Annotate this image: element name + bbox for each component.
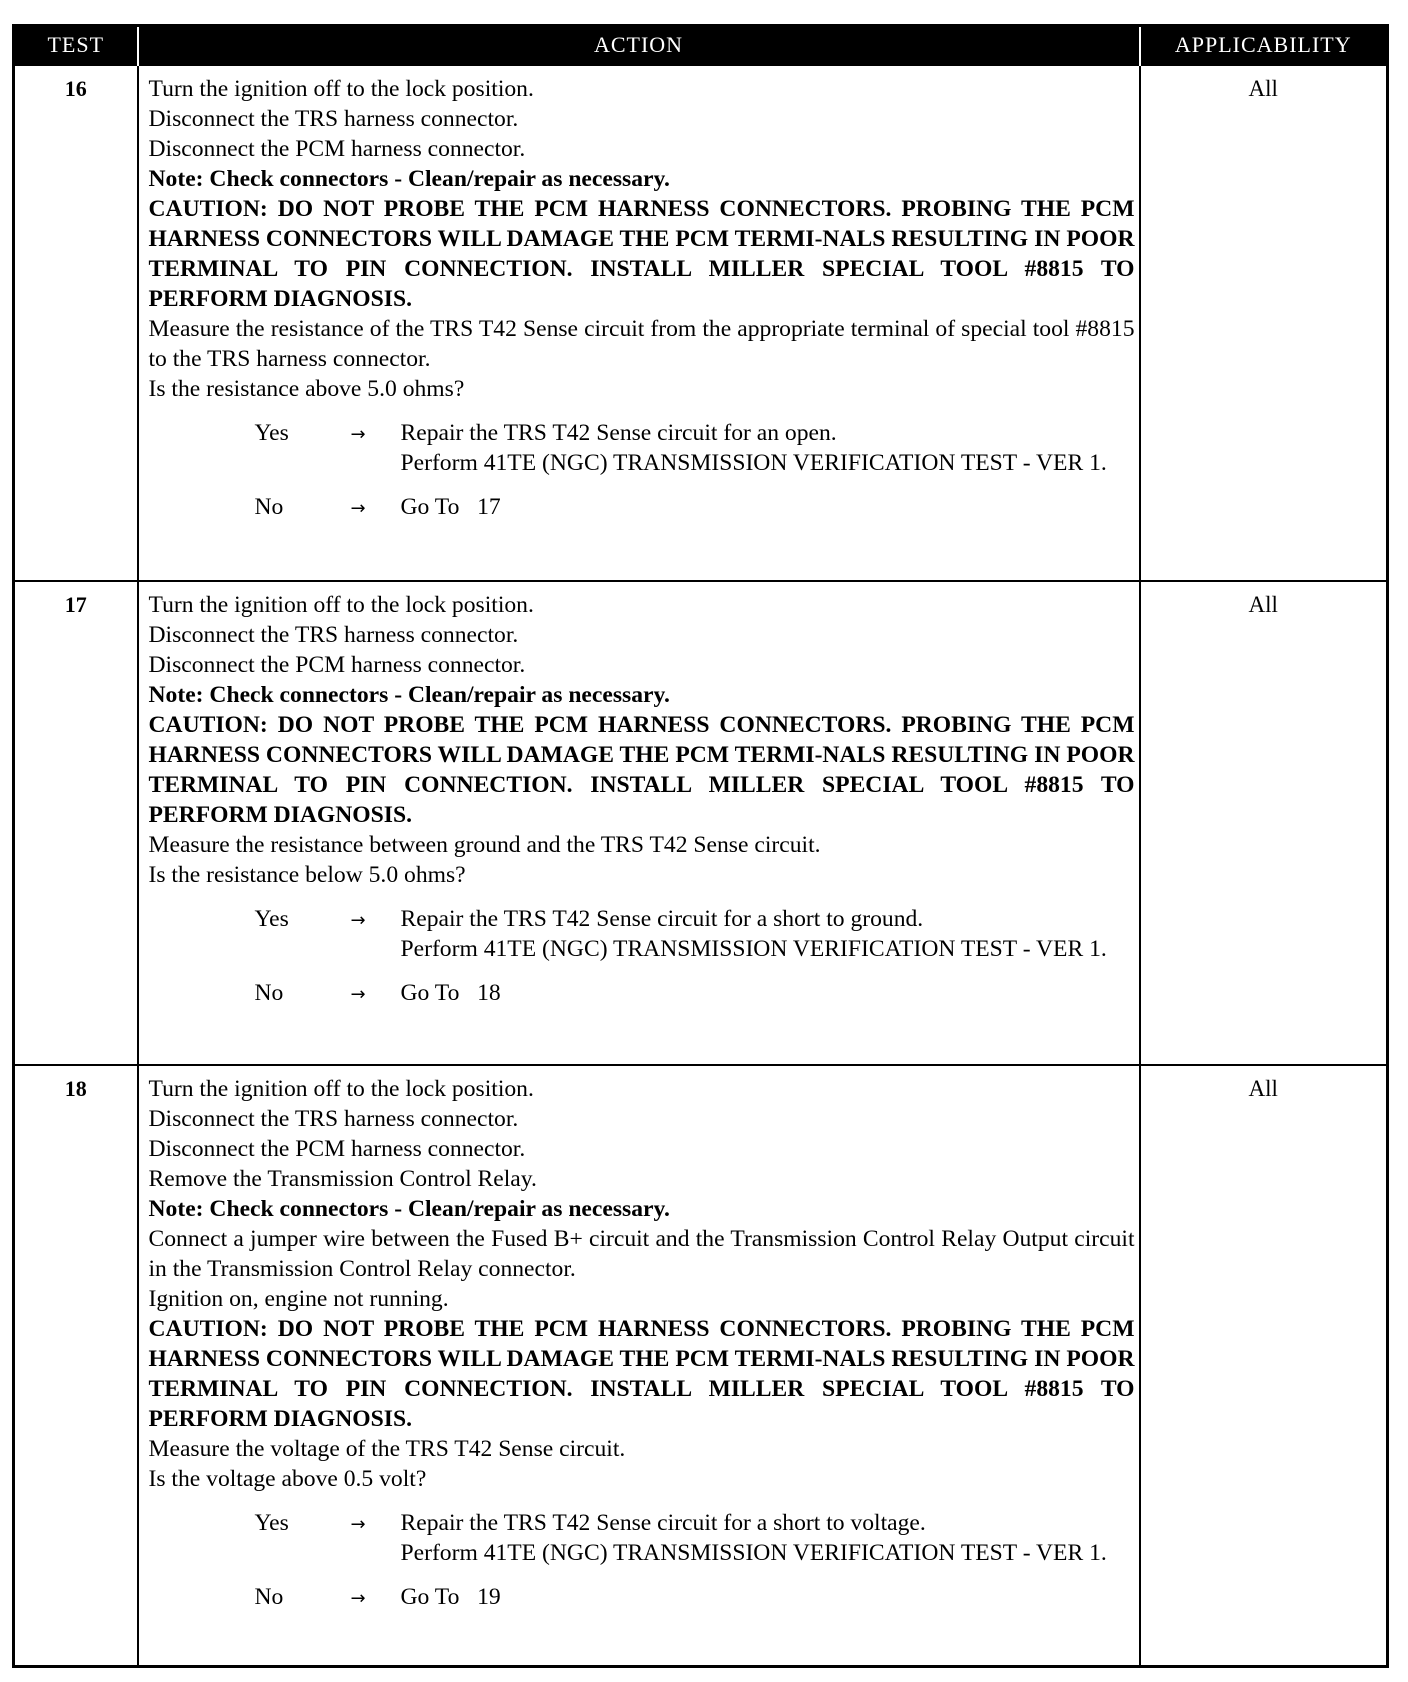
no-result: Go To 19 [400, 1583, 501, 1610]
note-text: Note: Check connectors - Clean/repair as necessary. [148, 165, 670, 192]
caution-text: CAUTION: DO NOT PROBE THE PCM HARNESS CONNECTORS. PROBING THE PCM HARNESS CONNECTORS WILL DAMAGE THE PCM TERMI-NALS RESULTING IN POOR TERMINAL TO PIN CONNECTION. INSTALL MILLER SPECIAL TOOL #8815 TO PERFORM DIAGNOSIS. [148, 711, 1135, 828]
step-text: Disconnect the PCM harness connector. [148, 135, 526, 162]
right-arrow-icon: → [350, 1513, 366, 1535]
step-text: Disconnect the PCM harness connector. [148, 1135, 526, 1162]
step-text: Remove the Transmission Control Relay. [148, 1165, 537, 1192]
action-cell [138, 1065, 1140, 1667]
test-number: 18 [14, 1065, 138, 1667]
no-outcome [255, 492, 1135, 524]
header-applicability: APPLICABILITY [1140, 26, 1388, 65]
no-result: Go To 17 [400, 493, 501, 520]
table-row [14, 65, 1388, 581]
outcomes [149, 1508, 1135, 1614]
applicability-cell: All [1140, 1065, 1388, 1667]
question-text: Is the voltage above 0.5 volt? [148, 1465, 427, 1492]
measure-text: Measure the resistance of the TRS T42 Sense circuit from the appropriate terminal of special tool #8815 to the TRS harness connector. [148, 315, 1135, 372]
yes-result-line: Repair the TRS T42 Sense circuit for a short to ground. [400, 905, 924, 932]
applicability-cell: All [1140, 65, 1388, 581]
step-text: Turn the ignition off to the lock position. [148, 591, 534, 618]
right-arrow-icon: → [350, 909, 366, 931]
no-label: No [254, 1583, 284, 1610]
step-text: Disconnect the PCM harness connector. [148, 651, 526, 678]
yes-outcome [255, 418, 1135, 478]
right-arrow-icon: → [350, 423, 366, 445]
yes-outcome [255, 1508, 1135, 1568]
table-header-row [14, 26, 1388, 65]
question-text: Is the resistance below 5.0 ohms? [148, 861, 466, 888]
no-outcome [255, 978, 1135, 1010]
yes-result-line: Repair the TRS T42 Sense circuit for a short to voltage. [400, 1509, 926, 1536]
test-number: 16 [14, 65, 138, 581]
applicability-cell: All [1140, 581, 1388, 1065]
right-arrow-icon: → [350, 1587, 366, 1609]
note-text: Note: Check connectors - Clean/repair as necessary. [148, 681, 670, 708]
header-test: TEST [14, 26, 138, 65]
yes-result-line: Repair the TRS T42 Sense circuit for an open. [400, 419, 837, 446]
yes-label: Yes [254, 1509, 289, 1536]
step-text: Turn the ignition off to the lock position. [148, 1075, 534, 1102]
yes-result [401, 1508, 1135, 1568]
action-cell [138, 581, 1140, 1065]
yes-result-line: Perform 41TE (NGC) TRANSMISSION VERIFICATION TEST - VER 1. [400, 1539, 1107, 1566]
yes-result [401, 418, 1135, 478]
no-label: No [254, 493, 284, 520]
caution-text: CAUTION: DO NOT PROBE THE PCM HARNESS CONNECTORS. PROBING THE PCM HARNESS CONNECTORS WILL DAMAGE THE PCM TERMI-NALS RESULTING IN POOR TERMINAL TO PIN CONNECTION. INSTALL MILLER SPECIAL TOOL #8815 TO PERFORM DIAGNOSIS. [148, 1315, 1135, 1432]
measure-text: Measure the resistance between ground and the TRS T42 Sense circuit. [148, 831, 821, 858]
yes-result [401, 904, 1135, 964]
yes-result-line: Perform 41TE (NGC) TRANSMISSION VERIFICATION TEST - VER 1. [400, 935, 1107, 962]
table-row [14, 1065, 1388, 1667]
diagnostic-table [12, 24, 1389, 1668]
no-result: Go To 18 [400, 979, 501, 1006]
yes-label: Yes [254, 905, 289, 932]
ignition-text: Ignition on, engine not running. [148, 1285, 449, 1312]
header-action: ACTION [138, 26, 1140, 65]
outcomes [149, 418, 1135, 524]
table-row [14, 581, 1388, 1065]
yes-outcome [255, 904, 1135, 964]
step-text: Disconnect the TRS harness connector. [148, 105, 519, 132]
outcomes [149, 904, 1135, 1010]
right-arrow-icon: → [350, 983, 366, 1005]
no-outcome [255, 1582, 1135, 1614]
measure-text: Measure the voltage of the TRS T42 Sense circuit. [148, 1435, 626, 1462]
no-label: No [254, 979, 284, 1006]
yes-label: Yes [254, 419, 289, 446]
question-text: Is the resistance above 5.0 ohms? [148, 375, 465, 402]
jumper-text: Connect a jumper wire between the Fused B+ circuit and the Transmission Control Relay Output circuit in the Transmission Control Relay connector. [148, 1225, 1135, 1282]
test-number: 17 [14, 581, 138, 1065]
action-cell [138, 65, 1140, 581]
step-text: Turn the ignition off to the lock position. [148, 75, 534, 102]
step-text: Disconnect the TRS harness connector. [148, 621, 519, 648]
note-text: Note: Check connectors - Clean/repair as necessary. [148, 1195, 670, 1222]
caution-text: CAUTION: DO NOT PROBE THE PCM HARNESS CONNECTORS. PROBING THE PCM HARNESS CONNECTORS WILL DAMAGE THE PCM TERMI-NALS RESULTING IN POOR TERMINAL TO PIN CONNECTION. INSTALL MILLER SPECIAL TOOL #8815 TO PERFORM DIAGNOSIS. [148, 195, 1135, 312]
step-text: Disconnect the TRS harness connector. [148, 1105, 519, 1132]
right-arrow-icon: → [350, 497, 366, 519]
yes-result-line: Perform 41TE (NGC) TRANSMISSION VERIFICATION TEST - VER 1. [400, 449, 1107, 476]
